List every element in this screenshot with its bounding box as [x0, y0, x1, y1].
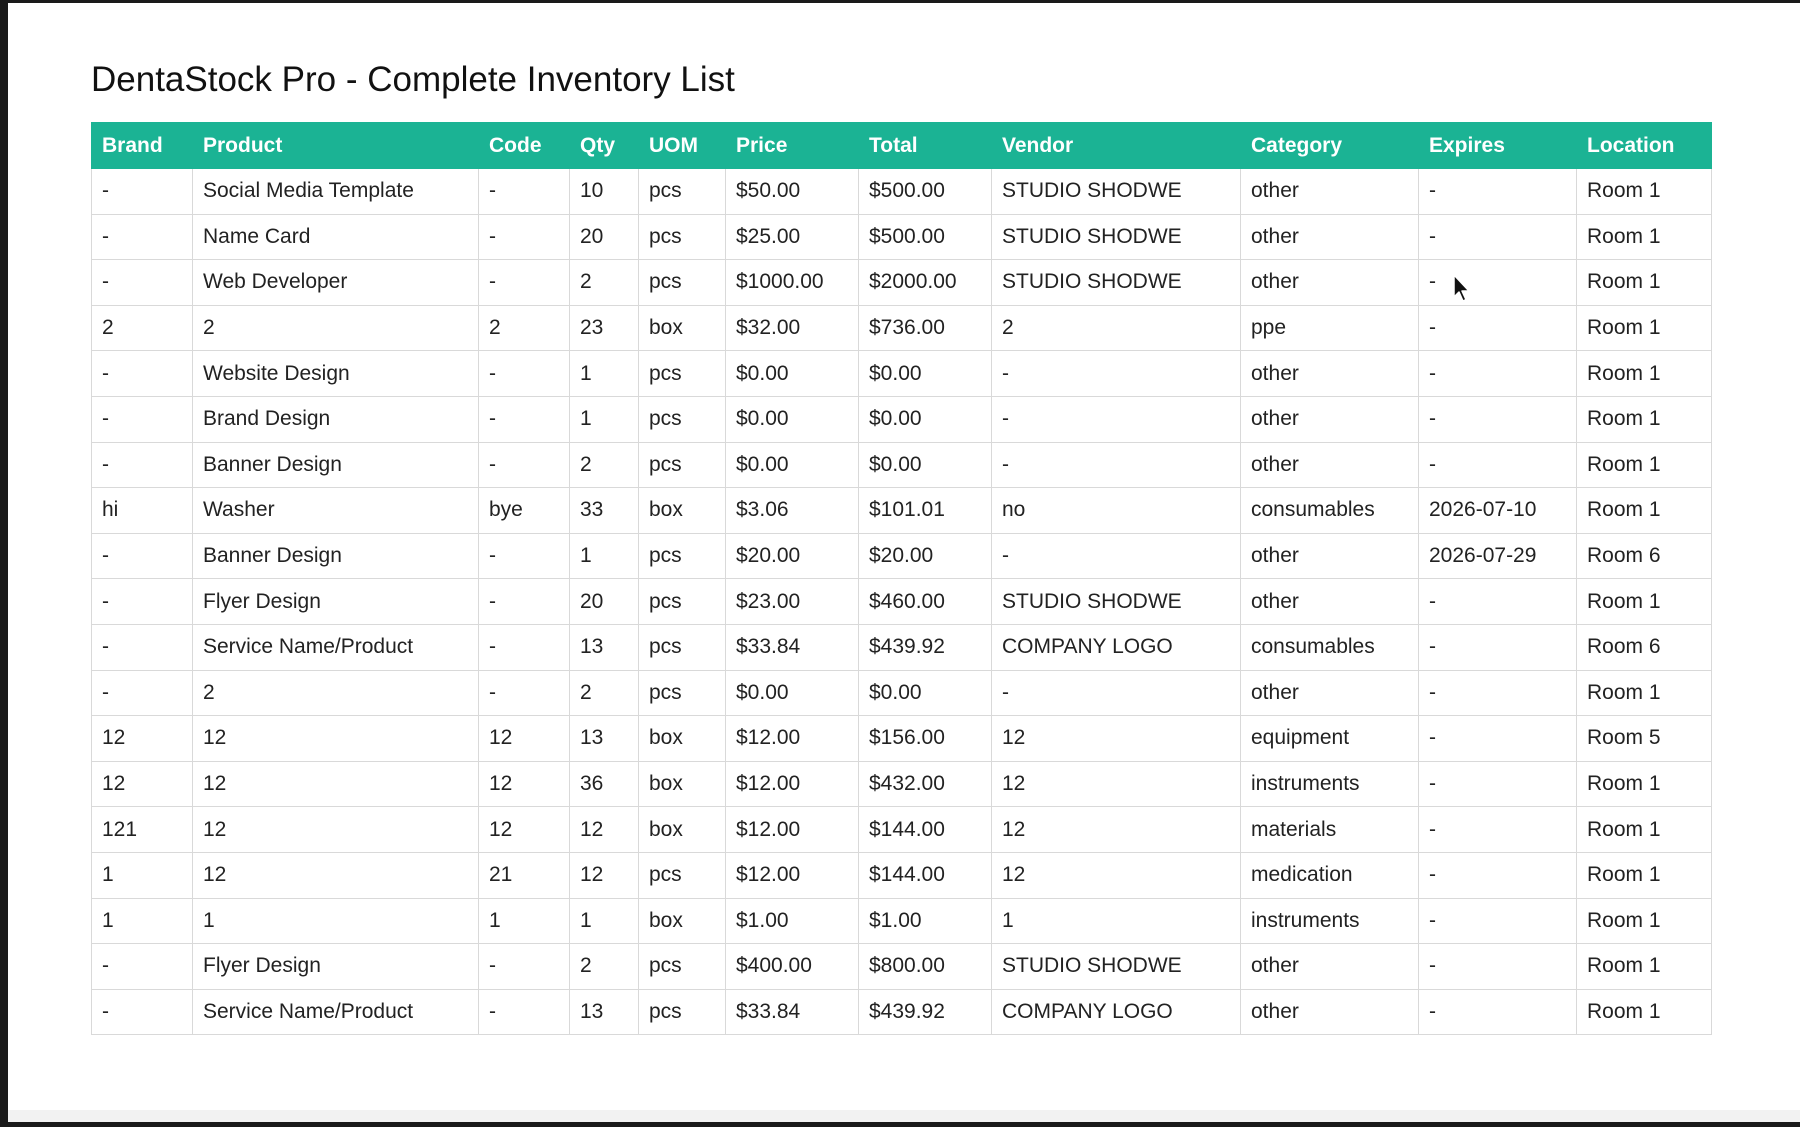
cell-product: Website Design: [193, 351, 479, 397]
cell-location: Room 1: [1577, 260, 1712, 306]
cell-category: other: [1241, 670, 1419, 716]
cell-price: $0.00: [726, 396, 859, 442]
cell-total: $432.00: [859, 761, 992, 807]
cell-brand: 2: [92, 305, 193, 351]
cell-brand: 1: [92, 852, 193, 898]
cell-category: other: [1241, 214, 1419, 260]
cell-expires: -: [1419, 305, 1577, 351]
table-row: [92, 989, 1712, 1035]
cell-category: other: [1241, 989, 1419, 1035]
cell-total: $500.00: [859, 169, 992, 215]
cell-location: Room 6: [1577, 533, 1712, 579]
cell-price: $1.00: [726, 898, 859, 944]
cell-uom: box: [639, 807, 726, 853]
cell-brand: 12: [92, 761, 193, 807]
cell-vendor: STUDIO SHODWE: [992, 169, 1241, 215]
cell-qty: 13: [570, 716, 639, 762]
cell-brand: -: [92, 989, 193, 1035]
cell-total: $0.00: [859, 396, 992, 442]
cell-location: Room 1: [1577, 488, 1712, 534]
cell-total: $439.92: [859, 989, 992, 1035]
cell-qty: 2: [570, 442, 639, 488]
column-header-vendor: Vendor: [992, 123, 1241, 169]
cell-category: other: [1241, 351, 1419, 397]
cell-code: -: [479, 260, 570, 306]
cell-product: Service Name/Product: [193, 989, 479, 1035]
cell-product: 12: [193, 716, 479, 762]
cell-price: $400.00: [726, 944, 859, 990]
cell-vendor: -: [992, 351, 1241, 397]
column-header-price: Price: [726, 123, 859, 169]
cell-product: Banner Design: [193, 533, 479, 579]
table-row: [92, 442, 1712, 488]
window-edge: [0, 0, 8, 1127]
column-header-total: Total: [859, 123, 992, 169]
cell-uom: pcs: [639, 260, 726, 306]
cell-brand: -: [92, 396, 193, 442]
cell-brand: -: [92, 214, 193, 260]
cell-vendor: -: [992, 670, 1241, 716]
cell-vendor: COMPANY LOGO: [992, 624, 1241, 670]
column-header-code: Code: [479, 123, 570, 169]
cell-expires: -: [1419, 214, 1577, 260]
cell-product: Banner Design: [193, 442, 479, 488]
cell-price: $3.06: [726, 488, 859, 534]
cell-product: Brand Design: [193, 396, 479, 442]
cell-location: Room 1: [1577, 670, 1712, 716]
cell-expires: -: [1419, 260, 1577, 306]
cell-expires: -: [1419, 351, 1577, 397]
cell-uom: box: [639, 716, 726, 762]
cell-product: 12: [193, 761, 479, 807]
cell-uom: pcs: [639, 533, 726, 579]
cell-location: Room 1: [1577, 989, 1712, 1035]
table-header: [92, 123, 1712, 169]
cell-category: instruments: [1241, 898, 1419, 944]
cell-brand: -: [92, 670, 193, 716]
cell-expires: -: [1419, 761, 1577, 807]
cell-qty: 20: [570, 579, 639, 625]
page-title: DentaStock Pro - Complete Inventory List: [91, 60, 735, 99]
column-header-product: Product: [193, 123, 479, 169]
column-header-expires: Expires: [1419, 123, 1577, 169]
cell-code: -: [479, 442, 570, 488]
cell-category: consumables: [1241, 488, 1419, 534]
cell-category: equipment: [1241, 716, 1419, 762]
cell-category: other: [1241, 260, 1419, 306]
cell-uom: pcs: [639, 579, 726, 625]
table-row: [92, 579, 1712, 625]
cell-location: Room 1: [1577, 761, 1712, 807]
cell-uom: box: [639, 305, 726, 351]
cell-price: $12.00: [726, 807, 859, 853]
cell-uom: box: [639, 898, 726, 944]
cell-expires: -: [1419, 624, 1577, 670]
cell-uom: pcs: [639, 624, 726, 670]
cell-category: other: [1241, 533, 1419, 579]
column-header-brand: Brand: [92, 123, 193, 169]
cell-total: $0.00: [859, 670, 992, 716]
cell-uom: box: [639, 761, 726, 807]
cell-code: -: [479, 214, 570, 260]
cell-vendor: 12: [992, 852, 1241, 898]
cell-code: bye: [479, 488, 570, 534]
cell-location: Room 1: [1577, 579, 1712, 625]
cell-total: $156.00: [859, 716, 992, 762]
cell-uom: pcs: [639, 396, 726, 442]
cell-product: Flyer Design: [193, 579, 479, 625]
cell-price: $33.84: [726, 624, 859, 670]
cell-location: Room 1: [1577, 305, 1712, 351]
page-bottom-strip: [8, 1110, 1800, 1122]
cell-expires: -: [1419, 852, 1577, 898]
cell-vendor: STUDIO SHODWE: [992, 944, 1241, 990]
cell-total: $144.00: [859, 852, 992, 898]
cell-code: -: [479, 396, 570, 442]
cell-category: other: [1241, 442, 1419, 488]
cell-location: Room 1: [1577, 852, 1712, 898]
cell-location: Room 1: [1577, 169, 1712, 215]
cell-uom: pcs: [639, 944, 726, 990]
cell-expires: -: [1419, 898, 1577, 944]
cell-code: 21: [479, 852, 570, 898]
cell-code: -: [479, 351, 570, 397]
cell-vendor: COMPANY LOGO: [992, 989, 1241, 1035]
cell-uom: box: [639, 488, 726, 534]
table-row: [92, 716, 1712, 762]
table-row: [92, 305, 1712, 351]
cell-brand: -: [92, 944, 193, 990]
cell-price: $12.00: [726, 761, 859, 807]
cell-vendor: STUDIO SHODWE: [992, 214, 1241, 260]
column-header-qty: Qty: [570, 123, 639, 169]
cell-uom: pcs: [639, 989, 726, 1035]
cell-total: $460.00: [859, 579, 992, 625]
inventory-table: [91, 122, 1712, 1035]
cell-category: other: [1241, 396, 1419, 442]
column-header-uom: UOM: [639, 123, 726, 169]
cell-brand: -: [92, 624, 193, 670]
cell-location: Room 1: [1577, 944, 1712, 990]
cell-price: $50.00: [726, 169, 859, 215]
cell-uom: pcs: [639, 351, 726, 397]
cell-product: Social Media Template: [193, 169, 479, 215]
cell-category: instruments: [1241, 761, 1419, 807]
cell-category: other: [1241, 944, 1419, 990]
cell-code: 12: [479, 716, 570, 762]
cell-qty: 12: [570, 807, 639, 853]
cell-vendor: no: [992, 488, 1241, 534]
cell-uom: pcs: [639, 852, 726, 898]
cell-product: Washer: [193, 488, 479, 534]
cell-product: Flyer Design: [193, 944, 479, 990]
cell-expires: -: [1419, 442, 1577, 488]
cell-total: $500.00: [859, 214, 992, 260]
cell-code: -: [479, 579, 570, 625]
table-row: [92, 488, 1712, 534]
table-row: [92, 351, 1712, 397]
cell-product: 12: [193, 852, 479, 898]
cell-vendor: 1: [992, 898, 1241, 944]
table-row: [92, 670, 1712, 716]
table-row: [92, 624, 1712, 670]
cell-expires: -: [1419, 396, 1577, 442]
cell-vendor: 12: [992, 761, 1241, 807]
cell-product: 2: [193, 670, 479, 716]
cell-qty: 13: [570, 624, 639, 670]
table-row: [92, 169, 1712, 215]
cell-category: medication: [1241, 852, 1419, 898]
cell-location: Room 1: [1577, 351, 1712, 397]
cell-price: $32.00: [726, 305, 859, 351]
cell-qty: 10: [570, 169, 639, 215]
cell-qty: 23: [570, 305, 639, 351]
cell-price: $33.84: [726, 989, 859, 1035]
cell-vendor: STUDIO SHODWE: [992, 579, 1241, 625]
cell-product: Name Card: [193, 214, 479, 260]
cell-expires: 2026-07-29: [1419, 533, 1577, 579]
cell-vendor: -: [992, 442, 1241, 488]
cell-category: ppe: [1241, 305, 1419, 351]
cell-code: 12: [479, 761, 570, 807]
cell-vendor: STUDIO SHODWE: [992, 260, 1241, 306]
cell-brand: -: [92, 442, 193, 488]
cell-vendor: 12: [992, 716, 1241, 762]
cell-price: $0.00: [726, 351, 859, 397]
column-header-location: Location: [1577, 123, 1712, 169]
cell-price: $1000.00: [726, 260, 859, 306]
cell-qty: 1: [570, 898, 639, 944]
cell-total: $1.00: [859, 898, 992, 944]
cell-expires: -: [1419, 579, 1577, 625]
cell-uom: pcs: [639, 169, 726, 215]
table-row: [92, 214, 1712, 260]
cell-expires: -: [1419, 169, 1577, 215]
cell-category: consumables: [1241, 624, 1419, 670]
cell-qty: 2: [570, 944, 639, 990]
table-row: [92, 761, 1712, 807]
cell-vendor: 2: [992, 305, 1241, 351]
cell-uom: pcs: [639, 442, 726, 488]
cell-total: $101.01: [859, 488, 992, 534]
cell-price: $0.00: [726, 442, 859, 488]
cell-qty: 13: [570, 989, 639, 1035]
cell-total: $0.00: [859, 351, 992, 397]
cell-category: other: [1241, 579, 1419, 625]
cell-brand: -: [92, 533, 193, 579]
cell-total: $20.00: [859, 533, 992, 579]
cell-total: $2000.00: [859, 260, 992, 306]
cell-code: 1: [479, 898, 570, 944]
cell-location: Room 6: [1577, 624, 1712, 670]
cell-brand: hi: [92, 488, 193, 534]
cell-expires: -: [1419, 716, 1577, 762]
cell-uom: pcs: [639, 670, 726, 716]
cell-location: Room 1: [1577, 898, 1712, 944]
cell-product: 2: [193, 305, 479, 351]
cell-brand: 121: [92, 807, 193, 853]
cell-price: $0.00: [726, 670, 859, 716]
header-row: [92, 123, 1712, 169]
cell-price: $20.00: [726, 533, 859, 579]
cell-qty: 20: [570, 214, 639, 260]
cell-code: -: [479, 944, 570, 990]
table-row: [92, 852, 1712, 898]
cell-total: $800.00: [859, 944, 992, 990]
cell-expires: 2026-07-10: [1419, 488, 1577, 534]
cell-total: $144.00: [859, 807, 992, 853]
column-header-category: Category: [1241, 123, 1419, 169]
cell-price: $23.00: [726, 579, 859, 625]
cell-expires: -: [1419, 944, 1577, 990]
cell-total: $0.00: [859, 442, 992, 488]
cell-product: Web Developer: [193, 260, 479, 306]
cell-qty: 1: [570, 396, 639, 442]
cell-code: -: [479, 169, 570, 215]
cell-code: -: [479, 624, 570, 670]
cell-location: Room 1: [1577, 396, 1712, 442]
cell-location: Room 1: [1577, 442, 1712, 488]
cell-qty: 1: [570, 351, 639, 397]
cell-vendor: -: [992, 533, 1241, 579]
cell-location: Room 1: [1577, 214, 1712, 260]
table-row: [92, 396, 1712, 442]
cell-category: materials: [1241, 807, 1419, 853]
cell-code: -: [479, 533, 570, 579]
cell-qty: 33: [570, 488, 639, 534]
cell-qty: 2: [570, 670, 639, 716]
cell-uom: pcs: [639, 214, 726, 260]
cell-location: Room 5: [1577, 716, 1712, 762]
cell-brand: -: [92, 260, 193, 306]
cell-brand: 12: [92, 716, 193, 762]
cell-qty: 2: [570, 260, 639, 306]
mouse-pointer-icon: [1452, 274, 1472, 304]
cell-price: $12.00: [726, 852, 859, 898]
cell-brand: -: [92, 579, 193, 625]
cell-total: $439.92: [859, 624, 992, 670]
cell-code: -: [479, 989, 570, 1035]
cell-product: Service Name/Product: [193, 624, 479, 670]
cell-brand: -: [92, 169, 193, 215]
cell-product: 1: [193, 898, 479, 944]
cell-expires: -: [1419, 989, 1577, 1035]
cell-total: $736.00: [859, 305, 992, 351]
cell-location: Room 1: [1577, 807, 1712, 853]
table-row: [92, 533, 1712, 579]
table-row: [92, 898, 1712, 944]
cell-vendor: 12: [992, 807, 1241, 853]
cell-price: $25.00: [726, 214, 859, 260]
cell-code: 12: [479, 807, 570, 853]
cell-qty: 12: [570, 852, 639, 898]
cell-product: 12: [193, 807, 479, 853]
table-row: [92, 807, 1712, 853]
cell-vendor: -: [992, 396, 1241, 442]
cell-code: -: [479, 670, 570, 716]
cell-expires: -: [1419, 670, 1577, 716]
cell-code: 2: [479, 305, 570, 351]
table-row: [92, 944, 1712, 990]
cell-qty: 1: [570, 533, 639, 579]
cell-price: $12.00: [726, 716, 859, 762]
cell-brand: 1: [92, 898, 193, 944]
cell-qty: 36: [570, 761, 639, 807]
cell-brand: -: [92, 351, 193, 397]
cell-expires: -: [1419, 807, 1577, 853]
cell-category: other: [1241, 169, 1419, 215]
